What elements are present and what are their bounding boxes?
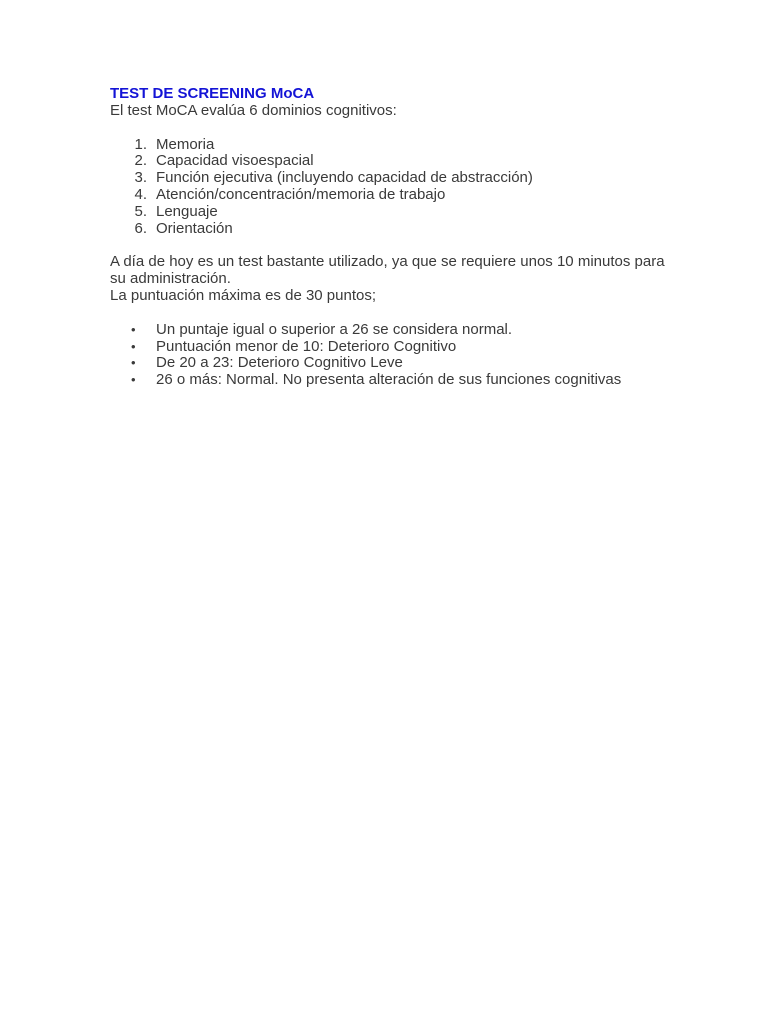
list-item: [110, 322, 670, 339]
scoring-list: [110, 322, 670, 389]
bullet-icon: •: [131, 372, 136, 388]
list-item: [110, 153, 670, 170]
list-item: [110, 355, 670, 372]
list-item-number: 1.: [134, 135, 147, 153]
list-item-text: Atención/concentración/memoria de trabajo: [156, 185, 446, 203]
list-item: [110, 221, 670, 238]
list-item-text: Puntuación menor de 10: Deterioro Cognitivo: [156, 337, 457, 355]
bullet-icon: •: [131, 321, 136, 337]
list-item: [110, 137, 670, 154]
list-item-number: 2.: [134, 152, 147, 170]
list-item-number: 4.: [134, 185, 147, 203]
intro-text: El test MoCA evalúa 6 dominios cognitivos:: [110, 101, 397, 119]
domains-list: [110, 137, 670, 238]
list-item-text: Memoria: [156, 135, 215, 153]
list-item: [110, 170, 670, 187]
list-item-text: 26 o más: Normal. No presenta alteración de sus funciones cognitivas: [156, 371, 622, 389]
list-item-number: 5.: [134, 202, 147, 220]
bullet-icon: •: [131, 355, 136, 371]
list-item-number: 6.: [134, 219, 147, 237]
list-item-text: Un puntaje igual o superior a 26 se considera normal.: [156, 320, 513, 338]
max-score-paragraph: La puntuación máxima es de 30 puntos;: [110, 286, 377, 304]
list-item-text: Orientación: [156, 219, 233, 237]
list-item: [110, 339, 670, 356]
list-item: [110, 204, 670, 221]
list-item-number: 3.: [134, 169, 147, 187]
list-item-text: Función ejecutiva (incluyendo capacidad de abstracción): [156, 169, 533, 187]
document-content: [110, 86, 670, 406]
list-item-text: Lenguaje: [156, 202, 218, 220]
list-item-text: De 20 a 23: Deterioro Cognitivo Leve: [156, 354, 403, 372]
document-title: TEST DE SCREENING MoCA: [110, 85, 315, 102]
usage-paragraph: A día de hoy es un test bastante utilizado, ya que se requiere unos 10 minutos para su administración.: [110, 253, 665, 288]
list-item: [110, 372, 670, 389]
list-item-text: Capacidad visoespacial: [156, 152, 314, 170]
bullet-icon: •: [131, 338, 136, 354]
list-item: [110, 187, 670, 204]
